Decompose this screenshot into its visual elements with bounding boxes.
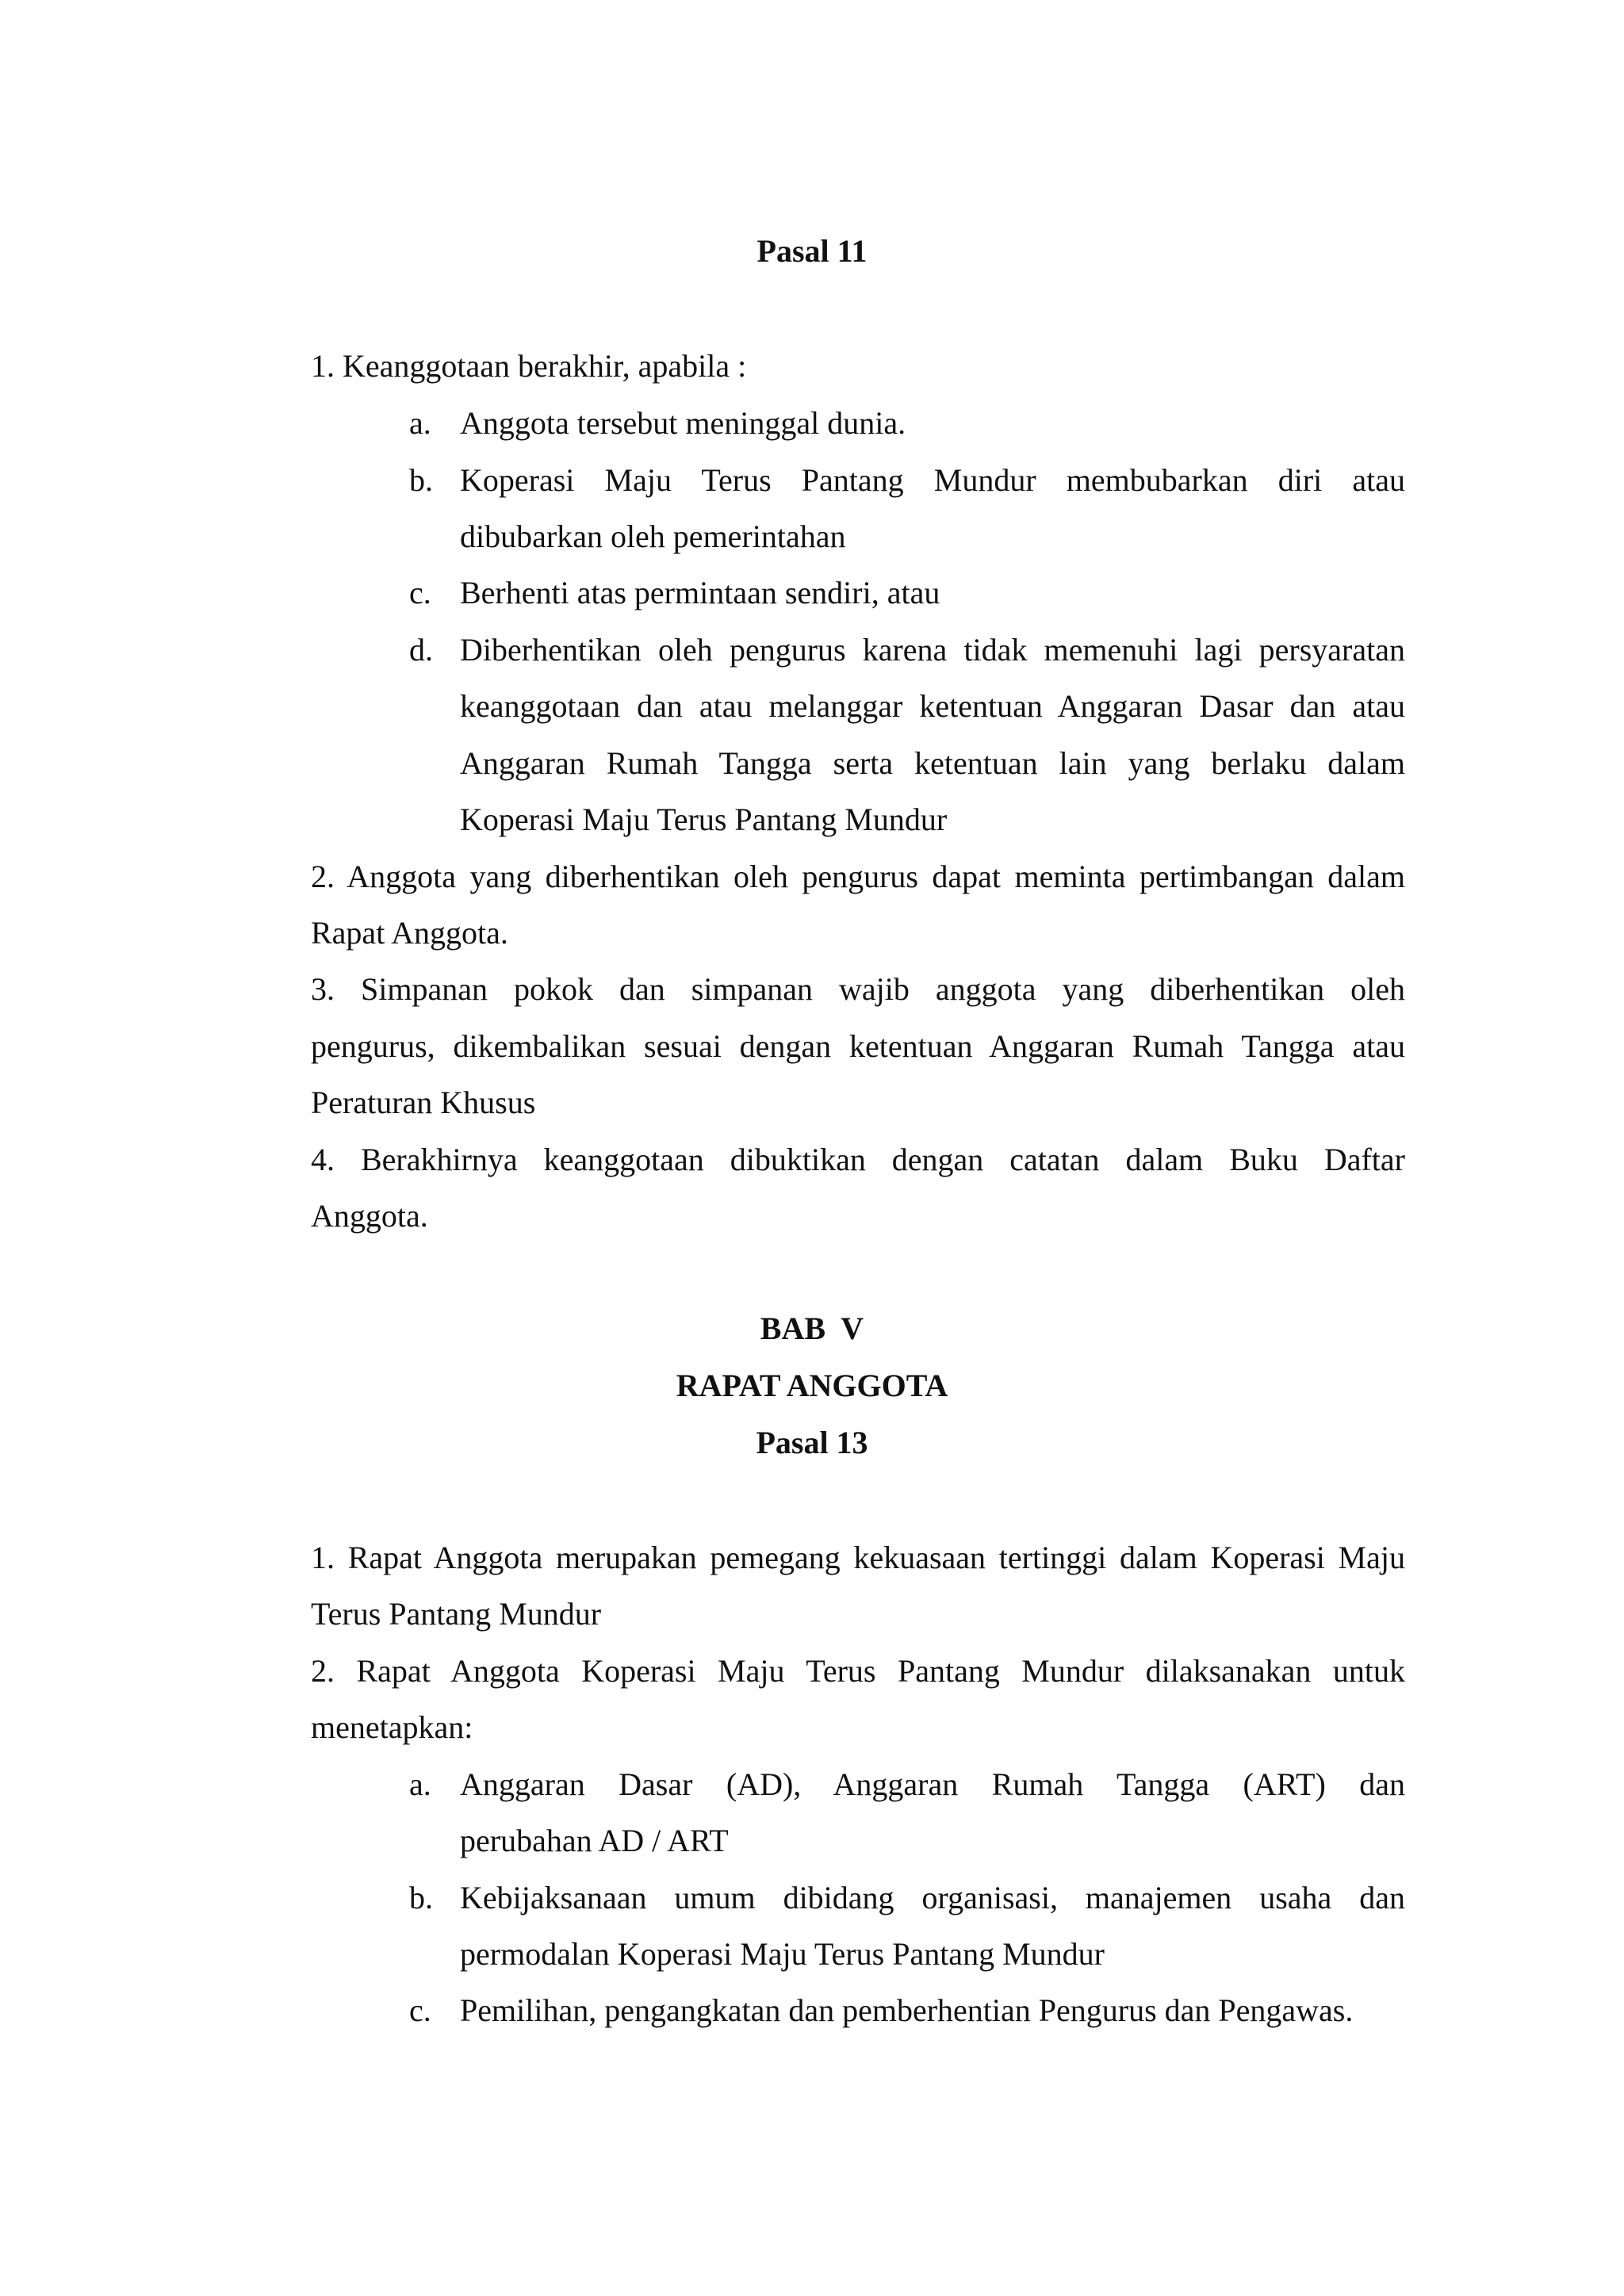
pasal-11-item-1d-line-2: keanggotaan dan atau melanggar ketentuan Anggaran Dasar dan atau [460, 688, 1405, 724]
pasal-11-item-1b-line-1: Koperasi Maju Terus Pantang Mundur membubarkan diri atau [460, 462, 1405, 498]
pasal-11-item-1a-marker: a. [409, 405, 431, 441]
pasal-13-item-2-line-1: 2. Rapat Anggota Koperasi Maju Terus Pantang Mundur dilaksanakan untuk [311, 1653, 1405, 1689]
pasal-13-item-2a-line-1: Anggaran Dasar (AD), Anggaran Rumah Tangga (ART) dan [460, 1766, 1405, 1802]
pasal-11-item-2-line-2: Rapat Anggota. [311, 915, 508, 951]
pasal-13-item-2c-text: Pemilihan, pengangkatan dan pemberhentian Pengurus dan Pengawas. [460, 1992, 1354, 2028]
pasal-11-item-4-line-1: 4. Berakhirnya keanggotaan dibuktikan dengan catatan dalam Buku Daftar [311, 1142, 1405, 1177]
pasal-13-item-2b-line-2: permodalan Koperasi Maju Terus Pantang Mundur [460, 1936, 1105, 1972]
pasal-11-item-1a-text: Anggota tersebut meninggal dunia. [460, 405, 906, 441]
pasal-13-item-1-line-2: Terus Pantang Mundur [311, 1596, 602, 1632]
pasal-11-item-1d-marker: d. [409, 632, 433, 668]
pasal-11-item-1b-line-2: dibubarkan oleh pemerintahan [460, 519, 846, 554]
pasal-11-title: Pasal 11 [756, 233, 868, 269]
pasal-11-item-3-line-1: 3. Simpanan pokok dan simpanan wajib anggota yang diberhentikan oleh [311, 971, 1405, 1007]
pasal-13-item-2-line-2: menetapkan: [311, 1709, 473, 1745]
pasal-11-item-1b-marker: b. [409, 462, 433, 498]
pasal-11-item-4-line-2: Anggota. [311, 1198, 428, 1234]
pasal-11-item-3-line-3: Peraturan Khusus [311, 1085, 536, 1120]
pasal-11-item-3-line-2: pengurus, dikembalikan sesuai dengan ketentuan Anggaran Rumah Tangga atau [311, 1028, 1405, 1064]
pasal-11-item-1d-line-4: Koperasi Maju Terus Pantang Mundur [460, 802, 948, 837]
pasal-13-item-2a-line-2: perubahan AD / ART [460, 1823, 729, 1858]
pasal-13-item-2a-marker: a. [409, 1766, 431, 1802]
pasal-11-item-1: 1. Keanggotaan berakhir, apabila : [311, 348, 747, 384]
pasal-11-item-1c-text: Berhenti atas permintaan sendiri, atau [460, 575, 940, 610]
pasal-13-item-2c-marker: c. [409, 1992, 431, 2028]
pasal-11-item-2-line-1: 2. Anggota yang diberhentikan oleh pengurus dapat meminta pertimbangan dalam [311, 859, 1405, 894]
pasal-11-item-1d-line-1: Diberhentikan oleh pengurus karena tidak memenuhi lagi persyaratan [460, 632, 1405, 668]
pasal-13-item-2b-marker: b. [409, 1880, 433, 1915]
pasal-13-title: Pasal 13 [756, 1425, 868, 1460]
bab-5-subtitle: RAPAT ANGGOTA [676, 1368, 948, 1403]
pasal-11-item-1c-marker: c. [409, 575, 431, 610]
pasal-11-item-1d-line-3: Anggaran Rumah Tangga serta ketentuan lain yang berlaku dalam [460, 745, 1405, 781]
pasal-13-item-2b-line-1: Kebijaksanaan umum dibidang organisasi, manajemen usaha dan [460, 1880, 1405, 1915]
pasal-13-item-1-line-1: 1. Rapat Anggota merupakan pemegang kekuasaan tertinggi dalam Koperasi Maju [311, 1540, 1405, 1575]
bab-5-title: BAB V [760, 1311, 864, 1346]
